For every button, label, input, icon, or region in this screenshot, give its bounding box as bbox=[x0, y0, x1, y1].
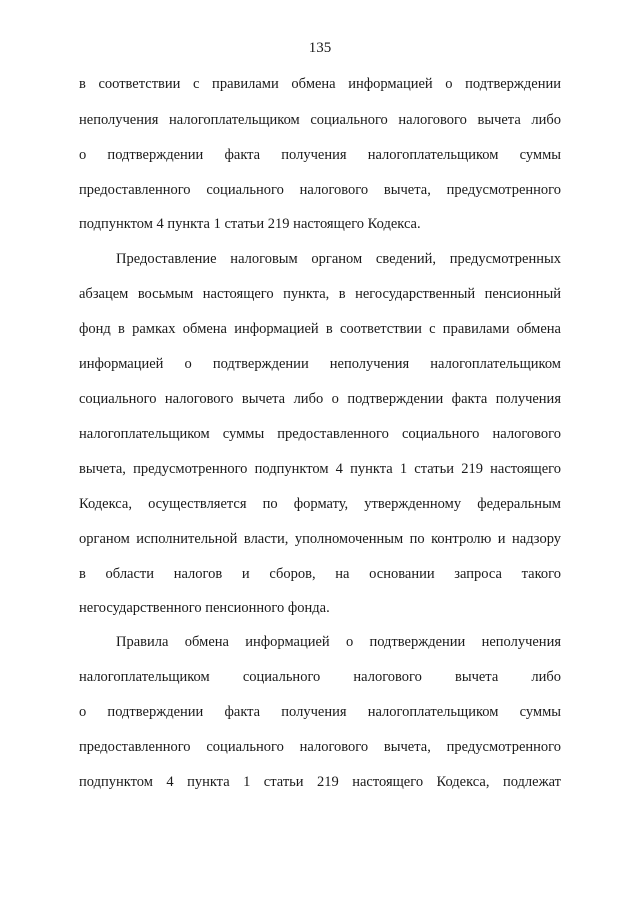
text-line: подпунктом 4 пункта 1 статьи 219 настоящего Кодекса. bbox=[79, 216, 421, 232]
text-line: предоставленного социального налогового вычета, предусмотренного bbox=[79, 739, 561, 755]
text-line: негосударственного пенсионного фонда. bbox=[79, 600, 330, 616]
text-line: информацией о подтверждении неполучения налогоплательщиком bbox=[79, 356, 561, 372]
text-line: неполучения налогоплательщиком социального налогового вычета либо bbox=[79, 112, 561, 128]
text-line: социального налогового вычета либо о подтверждении факта получения bbox=[79, 391, 561, 407]
text-line: фонд в рамках обмена информацией в соответствии с правилами обмена bbox=[79, 321, 561, 337]
paragraph-first-line: Предоставление налоговым органом сведений, предусмотренных bbox=[116, 251, 561, 267]
text-line: предоставленного социального налогового вычета, предусмотренного bbox=[79, 182, 561, 198]
text-line: вычета, предусмотренного подпунктом 4 пункта 1 статьи 219 настоящего bbox=[79, 461, 561, 477]
text-line: о подтверждении факта получения налогоплательщиком суммы bbox=[79, 147, 561, 163]
text-line: в области налогов и сборов, на основании запроса такого bbox=[79, 566, 561, 582]
text-line: налогоплательщиком социального налогового вычета либо bbox=[79, 669, 561, 685]
text-line: в соответствии с правилами обмена информацией о подтверждении bbox=[79, 76, 561, 92]
text-line: органом исполнительной власти, уполномоченным по контролю и надзору bbox=[79, 531, 561, 547]
paragraph-first-line: Правила обмена информацией о подтверждении неполучения bbox=[116, 634, 561, 650]
text-line: абзацем восьмым настоящего пункта, в негосударственный пенсионный bbox=[79, 286, 561, 302]
text-line: Кодекса, осуществляется по формату, утвержденному федеральным bbox=[79, 496, 561, 512]
page-number: 135 bbox=[308, 40, 332, 56]
text-line: подпунктом 4 пункта 1 статьи 219 настоящего Кодекса, подлежат bbox=[79, 774, 561, 790]
text-line: налогоплательщиком суммы предоставленного социального налогового bbox=[79, 426, 561, 442]
text-line: о подтверждении факта получения налогоплательщиком суммы bbox=[79, 704, 561, 720]
